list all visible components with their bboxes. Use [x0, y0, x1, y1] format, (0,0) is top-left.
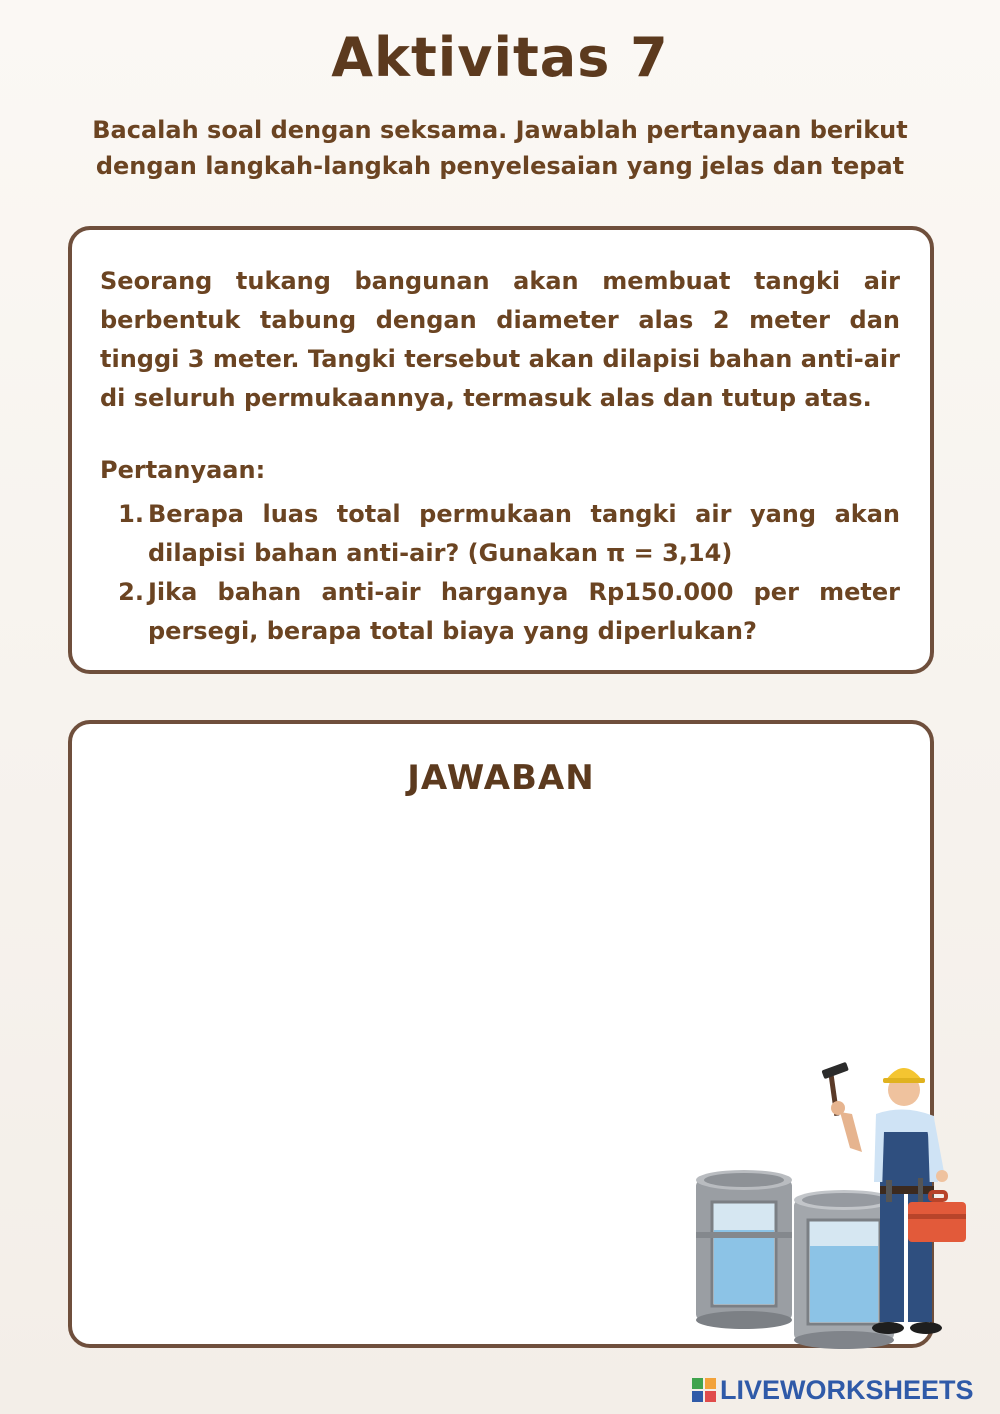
question-number: 1. — [118, 500, 144, 528]
instruction-text: Bacalah soal dengan seksama. Jawablah pertanyaan berikut dengan langkah-langkah penyelesaian yang jelas dan tepat — [92, 116, 908, 180]
question-item — [100, 573, 900, 651]
brand-name: LIVEWORKSHEETS — [720, 1374, 974, 1405]
problem-card — [68, 226, 934, 674]
answer-heading: JAWABAN — [407, 758, 595, 798]
liveworksheets-logo-icon — [692, 1378, 716, 1402]
brand-footer — [692, 1374, 974, 1406]
page-title: Aktivitas 7 — [331, 26, 669, 89]
problem-statement: Seorang tukang bangunan akan membuat tangki air berbentuk tabung dengan diameter alas 2 meter dan tinggi 3 meter. Tangki tersebut akan dilapisi bahan anti-air di seluruh permukaannya, termasuk alas dan tutup atas. — [100, 267, 900, 412]
answer-input-area[interactable] — [102, 824, 722, 1304]
question-text: Jika bahan anti-air harganya Rp150.000 per meter persegi, berapa total biaya yang diperlukan? — [148, 578, 900, 645]
question-list — [100, 495, 900, 651]
water-tank-icon — [696, 1170, 792, 1329]
builder-with-water-tanks-illustration — [690, 1052, 980, 1352]
question-text: Berapa luas total permukaan tangki air yang akan dilapisi bahan anti-air? (Gunakan π = 3,14) — [148, 500, 900, 567]
questions-heading: Pertanyaan: — [100, 456, 266, 484]
question-item — [100, 495, 900, 573]
question-number: 2. — [118, 578, 144, 606]
